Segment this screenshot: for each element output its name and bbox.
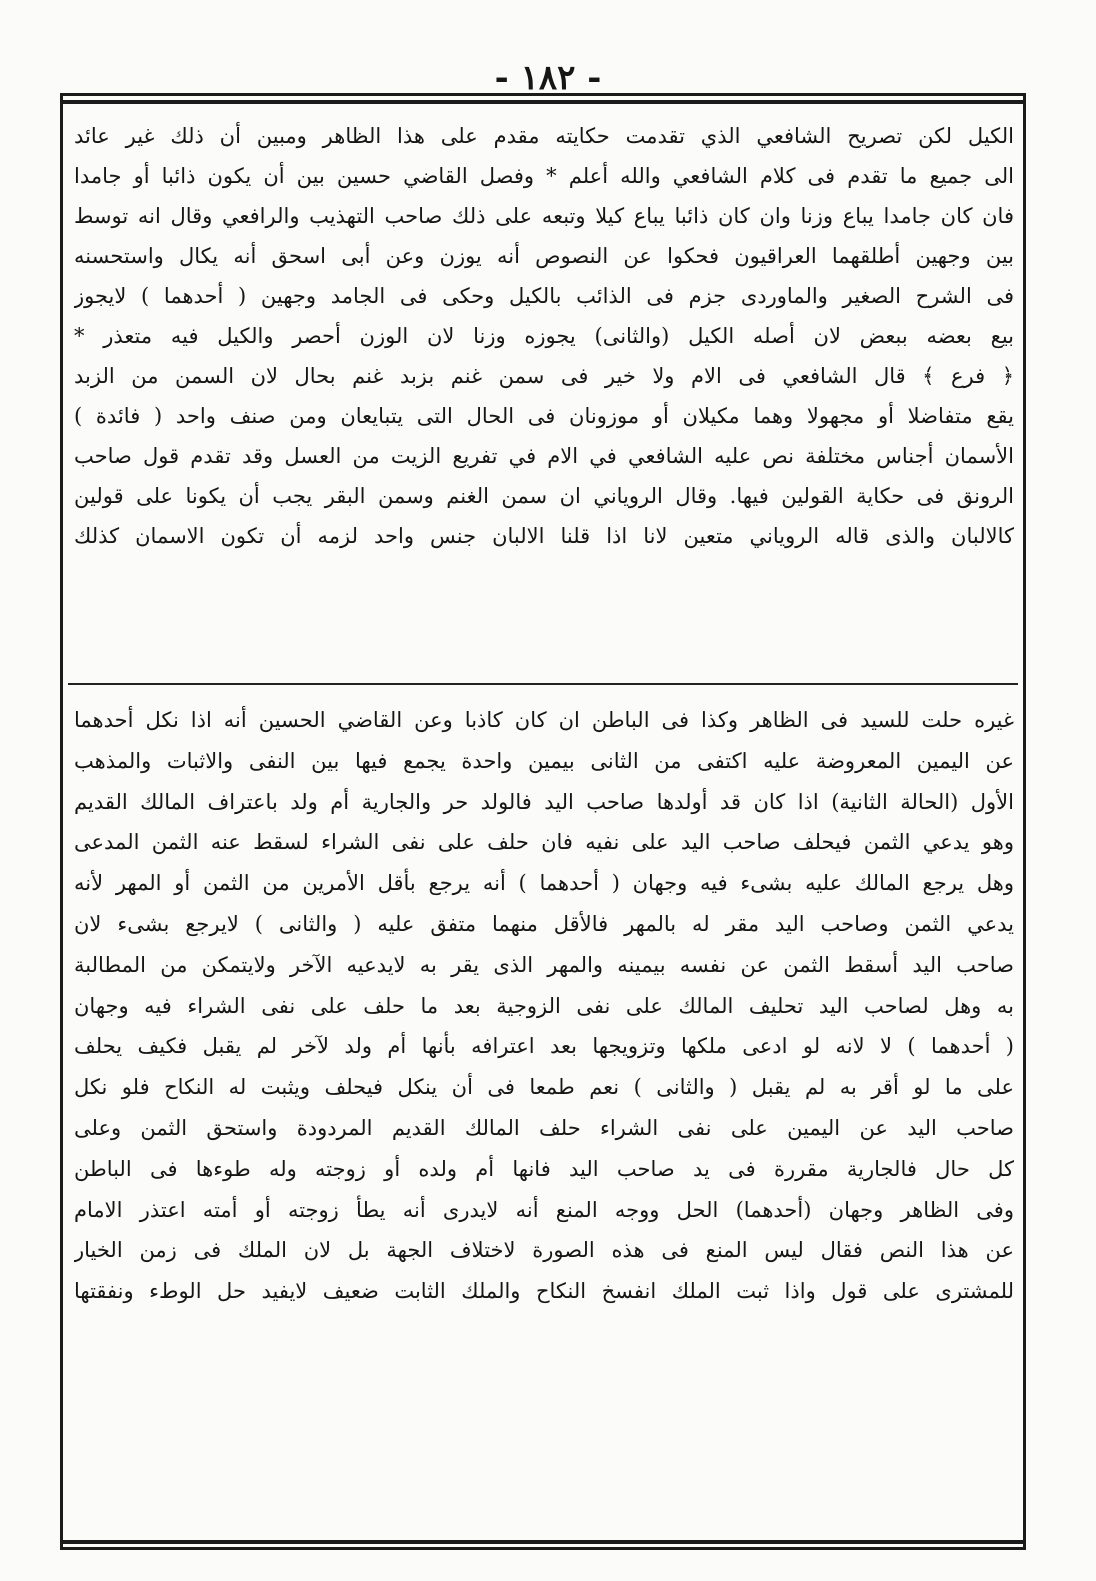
main-line: ﴿ فرع ﴾ قال الشافعي فى الام ولا خير فى سمن غنم بزبد غنم بحال لان السمن من الزبد bbox=[74, 364, 1014, 388]
main-line: بيع بعضه ببعض لان أصله الكيل (والثانى) يجوزه وزنا لان الوزن أحصر والكيل فيه متعذر * bbox=[74, 324, 1014, 348]
main-line: كالالبان والذى قاله الروياني متعين لانا اذا قلنا الالبان جنس واحد لزمه أن تكون الاسمان كذلك bbox=[74, 524, 1014, 548]
footnote-line: للمشترى على قول واذا ثبت الملك انفسخ النكاح والملك الثابت ضعيف لايفيد حل الوطء ونفقتها bbox=[74, 1279, 1014, 1304]
footnote-line: ( أحدهما ) لا لانه لو ادعى ملكها وتزويجها بعد اعترافه بأنها أم ولد لآخر لم يقبل فكيف يحلف bbox=[74, 1034, 1014, 1059]
main-line: فان كان جامدا يباع وزنا وان كان ذائبا يباع كيلا وتبعه على ذلك صاحب التهذيب والرافعي وقال انه توسط bbox=[74, 204, 1014, 228]
footnote-line: صاحب اليد عن اليمين على نفى الشراء حلف المالك القديم المردودة واستحق الثمن وعلى bbox=[74, 1115, 1014, 1140]
footnote-line: عن اليمين المعروضة عليه اكتفى من الثانى بيمين واحدة يجمع فيها بين النفى والاثبات والمذهب bbox=[74, 748, 1014, 773]
footnote-line: وهو يدعي الثمن فيحلف صاحب اليد على نفيه فان حلف على نفى الشراء لسقط عنه الثمن المدعى bbox=[74, 830, 1014, 855]
footnote-line: كل حال فالجارية مقررة فى يد صاحب اليد فانها أم ولده أو زوجته وله طوءها فى الباطن bbox=[74, 1156, 1014, 1181]
footnote-line: وفى الظاهر وجهان (أحدهما) الحل ووجه المنع أنه لايدرى أنه يطأ زوجته أو أمته اعتذر الامام bbox=[74, 1197, 1014, 1222]
main-line: الأسمان أجناس مختلفة نص عليه الشافعي في الام في تفريع الزيت من العسل وقد تقدم قول صاحب bbox=[74, 444, 1014, 468]
footnote-text bbox=[74, 700, 1014, 1312]
main-line: بين وجهين أطلقهما العراقيون فحكوا عن النصوص أنه يوزن وعن أبى اسحق أنه يكال واستحسنه bbox=[74, 244, 1014, 268]
footnote-line: الأول (الحالة الثانية) اذا كان قد أولدها صاحب اليد فالولد حر والجارية أم ولد باعتراف المالك القديم bbox=[74, 789, 1014, 814]
main-text bbox=[74, 116, 1014, 556]
footnote-line: يدعي الثمن وصاحب اليد مقر له بالمهر فالأقل منهما متفق عليه ( والثانى ) لايرجع بشىء لان bbox=[74, 911, 1014, 936]
main-line: فى الشرح الصغير والماوردى جزم فى الذائب بالكيل وحكى فى الجامد وجهين ( أحدهما ) لايجوز bbox=[74, 284, 1014, 308]
footnote-line: صاحب اليد أسقط الثمن عن نفسه بيمينه والمهر الذى يقر به لايدعيه الآخر ولايتمكن من المطالبة bbox=[74, 952, 1014, 977]
main-line: الكيل لكن تصريح الشافعي الذي تقدمت حكايته مقدم على هذا الظاهر ومبين أن ذلك غير عائد bbox=[74, 124, 1014, 148]
footnote-line: غيره حلت للسيد فى الظاهر وكذا فى الباطن ان كان كاذبا وعن القاضي الحسين أنه اذا نكل أحدهما bbox=[74, 708, 1014, 732]
main-line: الى جميع ما تقدم فى كلام الشافعي والله أعلم * وفصل القاضي حسين بين أن يكون ذائبا أو جامدا bbox=[74, 164, 1014, 188]
footnote-line: على ما لو أقر به لم يقبل ( والثانى ) نعم طمعا فى أن ينكل فيحلف ويثبت له النكاح فلو نكل bbox=[74, 1075, 1014, 1100]
footnote-line: وهل يرجع المالك عليه بشىء فيه وجهان ( أحدهما ) أنه يرجع بأقل الأمرين من الثمن أو المهر لأنه bbox=[74, 871, 1014, 896]
footnote-line: عن هذا النص فقال ليس المنع فى هذه الصورة لاختلاف الجهة بل لان الملك فى زمن الخيار bbox=[74, 1238, 1014, 1263]
footnote-line: به وهل لصاحب اليد تحليف المالك على نفى الزوجية بعد ما حلف على نفى الشراء فيه وجهان bbox=[74, 993, 1014, 1018]
bottom-rule bbox=[60, 1540, 1026, 1544]
main-line: الرونق فى حكاية القولين فيها. وقال الروياني ان سمن الغنم وسمن البقر يجب أن يكونا على قولين bbox=[74, 484, 1014, 508]
section-divider bbox=[68, 683, 1018, 685]
main-line: يقع متفاضلا أو مجهولا وهما مكيلان أو موزونان فى الحال التى يتبايعان ومن صنف واحد ( فائدة ) bbox=[74, 404, 1014, 428]
page-number: - ١٨٢ - bbox=[494, 58, 602, 98]
top-rule bbox=[60, 100, 1026, 104]
